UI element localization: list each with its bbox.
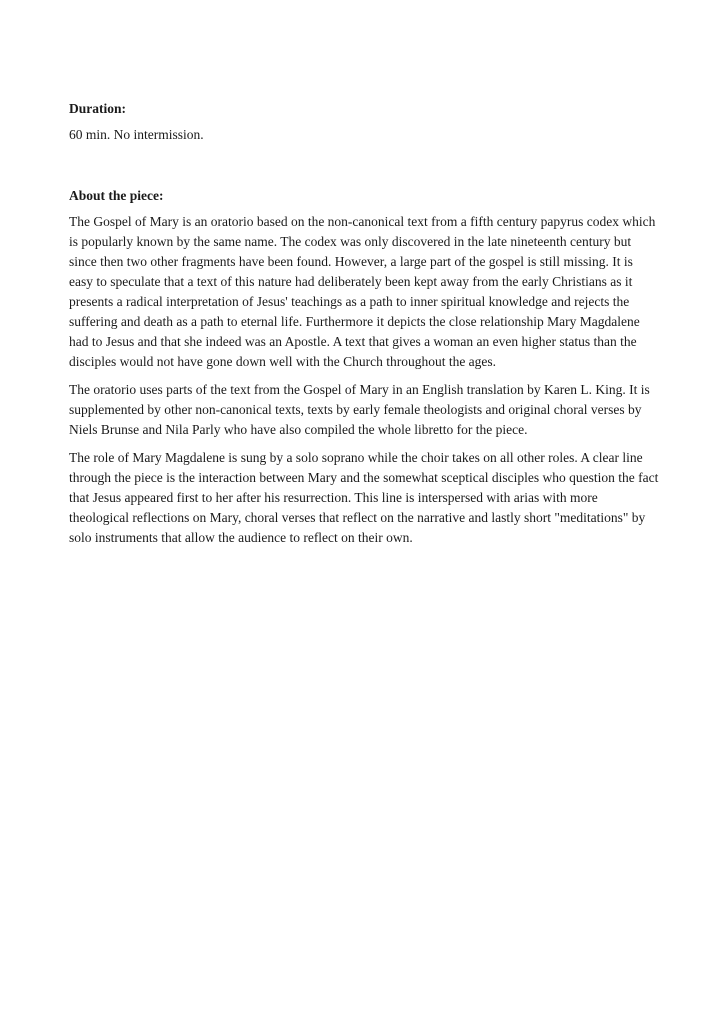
about-paragraph-2: The oratorio uses parts of the text from the Gospel of Mary in an English translation by Karen L. King. It is supplemented by other non-canonical texts, texts by early female theologists and original choral verses by Niels Brunse and Nila Parly who have also compiled the whole libretto for the piece. xyxy=(69,382,650,437)
duration-value: 60 min. No intermission. xyxy=(69,127,204,142)
about-heading: About the piece: xyxy=(69,188,164,203)
about-paragraph-1: The Gospel of Mary is an oratorio based on the non-canonical text from a fifth century papyrus codex which is popularly known by the same name. The codex was only discovered in the late nineteenth century but since then two other fragments have been found. However, a large part of the gospel is still missing. It is easy to speculate that a text of this nature had deliberately been kept away from the early Christians as it presents a radical interpretation of Jesus' teachings as a path to inner spiritual knowledge and rejects the suffering and death as a path to eternal life. Furthermore it depicts the close relationship Mary Magdalene had to Jesus and that she indeed was an Apostle. A text that gives a woman an even higher status than the disciples would not have gone down well with the Church throughout the ages. xyxy=(69,214,656,369)
duration-heading: Duration: xyxy=(69,101,126,116)
document-page xyxy=(69,99,659,548)
about-section xyxy=(69,186,659,548)
about-paragraph-3: The role of Mary Magdalene is sung by a solo soprano while the choir takes on all other roles. A clear line through the piece is the interaction between Mary and the somewhat sceptical disciples who question the fact that Jesus appeared first to her after his resurrection. This line is interspersed with arias with more theological reflections on Mary, choral verses that reflect on the narrative and lastly short "meditations" by solo instruments that allow the audience to reflect on their own. xyxy=(69,450,659,545)
duration-section xyxy=(69,99,659,145)
